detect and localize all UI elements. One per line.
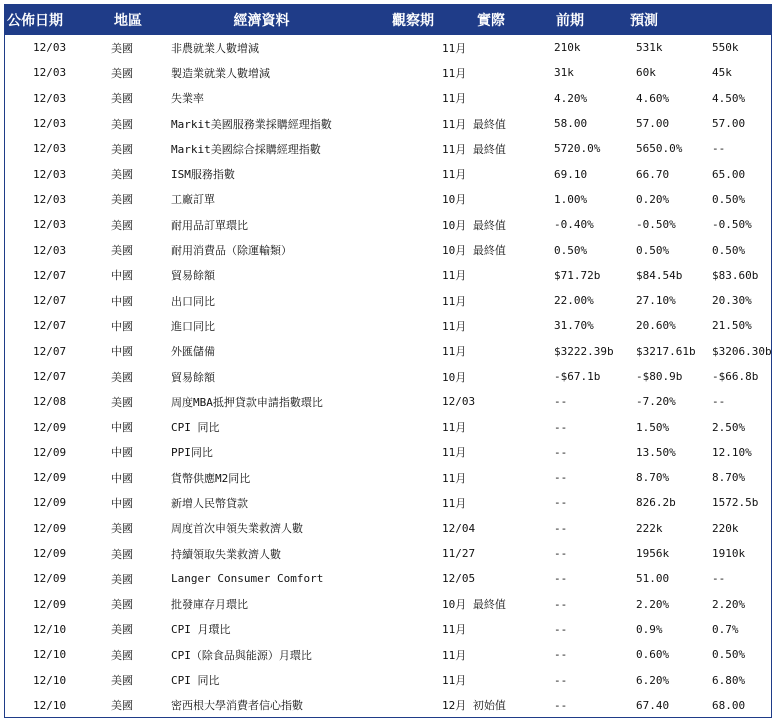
table-row — [5, 516, 771, 541]
region-cell: 美國 — [111, 218, 133, 232]
date-cell: 12/07 — [33, 294, 67, 308]
forecast-cell: 2.50% — [712, 420, 746, 434]
indicator-cell: CPI 同比 — [171, 421, 220, 435]
period-cell: 11月 — [442, 319, 467, 333]
indicator-cell: 批發庫存月環比 — [171, 598, 248, 612]
region-cell: 美國 — [111, 598, 133, 612]
previous-cell: 5650.0% — [636, 142, 683, 156]
period-cell: 11月 — [442, 674, 467, 688]
indicator-cell: 密西根大學消費者信心指數 — [171, 699, 303, 713]
table-row — [5, 111, 771, 136]
region-cell: 美國 — [111, 522, 133, 536]
date-cell: 12/09 — [33, 597, 67, 611]
region-cell: 中國 — [111, 496, 133, 510]
table-header — [5, 5, 771, 35]
actual-cell: -- — [554, 698, 568, 712]
actual-cell: 31.70% — [554, 319, 594, 333]
previous-cell: 13.50% — [636, 445, 676, 459]
period-cell: 11/27 — [442, 547, 476, 561]
forecast-cell: $3206.30b — [712, 344, 772, 358]
forecast-cell: -$66.8b — [712, 370, 759, 383]
region-cell: 美國 — [111, 142, 133, 156]
forecast-cell: 8.70% — [712, 471, 746, 485]
indicator-cell: 貨幣供應M2同比 — [171, 471, 251, 485]
table-row — [5, 617, 771, 642]
date-cell: 12/07 — [33, 268, 67, 282]
previous-cell: 60k — [636, 66, 656, 80]
table-row — [5, 263, 771, 288]
actual-cell: 31k — [554, 66, 574, 80]
forecast-cell: -- — [712, 395, 726, 409]
table-row — [5, 161, 771, 186]
table-row — [5, 566, 771, 591]
region-cell: 美國 — [111, 117, 133, 131]
header-region: 地區 — [114, 13, 142, 29]
actual-cell: 1.00% — [554, 192, 588, 206]
indicator-cell: 非農就業人數增減 — [171, 41, 259, 55]
previous-cell: 826.2b — [636, 496, 676, 510]
date-cell: 12/07 — [33, 370, 67, 383]
date-cell: 12/08 — [33, 395, 67, 409]
period-cell: 11月 — [442, 41, 467, 55]
forecast-cell: 45k — [712, 66, 732, 80]
forecast-cell: 0.50% — [712, 192, 746, 206]
indicator-cell: PPI同比 — [171, 446, 213, 460]
previous-cell: 1956k — [636, 547, 670, 561]
period-cell: 12/04 — [442, 521, 476, 535]
actual-cell: -- — [554, 395, 568, 409]
previous-cell: 2.20% — [636, 597, 670, 611]
period-cell: 11月 — [442, 496, 467, 510]
date-cell: 12/09 — [33, 471, 67, 485]
actual-cell: -- — [554, 420, 568, 434]
header-forecast: 預測 — [630, 13, 658, 29]
table-row — [5, 465, 771, 490]
forecast-cell: 12.10% — [712, 445, 752, 459]
period-cell: 11月 — [442, 345, 467, 359]
indicator-cell: ISM服務指數 — [171, 168, 235, 182]
actual-cell: -- — [554, 445, 568, 459]
region-cell: 美國 — [111, 648, 133, 662]
forecast-cell: -0.50% — [712, 218, 752, 232]
date-cell: 12/10 — [33, 622, 67, 636]
indicator-cell: 出口同比 — [171, 294, 215, 308]
previous-cell: 57.00 — [636, 117, 670, 131]
actual-cell: 210k — [554, 41, 581, 55]
period-cell: 12月 初始值 — [442, 699, 506, 713]
forecast-cell: 0.50% — [712, 648, 746, 662]
actual-cell: -- — [554, 547, 568, 561]
indicator-cell: CPI 同比 — [171, 674, 220, 688]
period-cell: 10月 — [442, 193, 467, 207]
region-cell: 美國 — [111, 66, 133, 80]
previous-cell: 27.10% — [636, 294, 676, 308]
indicator-cell: 外匯儲備 — [171, 345, 215, 359]
indicator-cell: 周度首次申領失業救濟人數 — [171, 522, 303, 536]
period-cell: 11月 — [442, 269, 467, 283]
region-cell: 中國 — [111, 421, 133, 435]
period-cell: 11月 — [442, 471, 467, 485]
date-cell: 12/03 — [33, 91, 67, 105]
table-body — [5, 35, 771, 718]
table-row — [5, 313, 771, 338]
indicator-cell: 貿易餘額 — [171, 269, 215, 283]
indicator-cell: 工廠訂單 — [171, 193, 215, 207]
indicator-cell: Markit美國綜合採購經理指數 — [171, 142, 321, 156]
forecast-cell: -- — [712, 572, 726, 586]
date-cell: 12/07 — [33, 319, 67, 333]
date-cell: 12/03 — [33, 142, 67, 156]
region-cell: 美國 — [111, 699, 133, 713]
table-row — [5, 642, 771, 667]
actual-cell: $71.72b — [554, 268, 601, 282]
region-cell: 美國 — [111, 193, 133, 207]
actual-cell: $3222.39b — [554, 344, 614, 358]
region-cell: 中國 — [111, 471, 133, 485]
date-cell: 12/10 — [33, 673, 67, 687]
period-cell: 10月 最終值 — [442, 598, 506, 612]
forecast-cell: 4.50% — [712, 91, 746, 105]
date-cell: 12/10 — [33, 698, 67, 712]
actual-cell: -- — [554, 622, 568, 636]
table-row — [5, 592, 771, 617]
table-row — [5, 35, 771, 60]
region-cell: 美國 — [111, 623, 133, 637]
region-cell: 美國 — [111, 395, 133, 409]
region-cell: 美國 — [111, 547, 133, 561]
region-cell: 中國 — [111, 269, 133, 283]
forecast-cell: 1572.5b — [712, 496, 759, 510]
date-cell: 12/09 — [33, 420, 67, 434]
previous-cell: 0.50% — [636, 243, 670, 257]
period-cell: 11月 — [442, 168, 467, 182]
actual-cell: -- — [554, 673, 568, 687]
date-cell: 12/03 — [33, 243, 67, 257]
indicator-cell: 耐用消費品（除運輸類） — [171, 244, 292, 258]
table-row — [5, 440, 771, 465]
actual-cell: 58.00 — [554, 117, 588, 131]
actual-cell: 4.20% — [554, 91, 588, 105]
indicator-cell: Markit美國服務業採購經理指數 — [171, 117, 332, 131]
table-row — [5, 86, 771, 111]
table-row — [5, 187, 771, 212]
region-cell: 美國 — [111, 244, 133, 258]
period-cell: 11月 — [442, 66, 467, 80]
actual-cell: -- — [554, 496, 568, 510]
date-cell: 12/03 — [33, 167, 67, 181]
header-indicator: 經濟資料 — [233, 13, 290, 29]
indicator-cell: 貿易餘額 — [171, 370, 215, 384]
actual-cell: -- — [554, 572, 568, 586]
period-cell: 11月 — [442, 648, 467, 662]
region-cell: 美國 — [111, 572, 133, 586]
previous-cell: 531k — [636, 41, 663, 55]
table-row — [5, 136, 771, 161]
indicator-cell: Langer Consumer Comfort — [171, 572, 324, 586]
previous-cell: 0.20% — [636, 192, 670, 206]
previous-cell: $84.54b — [636, 268, 683, 282]
period-cell: 11月 — [442, 623, 467, 637]
previous-cell: $3217.61b — [636, 344, 696, 358]
date-cell: 12/09 — [33, 445, 67, 459]
date-cell: 12/03 — [33, 117, 67, 131]
period-cell: 12/03 — [442, 395, 476, 409]
table-row — [5, 693, 771, 718]
indicator-cell: 持續領取失業救濟人數 — [171, 547, 281, 561]
period-cell: 11月 — [442, 421, 467, 435]
date-cell: 12/07 — [33, 344, 67, 358]
previous-cell: 222k — [636, 521, 663, 535]
period-cell: 12/05 — [442, 572, 476, 586]
region-cell: 中國 — [111, 294, 133, 308]
table-row — [5, 541, 771, 566]
indicator-cell: CPI 月環比 — [171, 623, 231, 637]
period-cell: 10月 最終值 — [442, 218, 506, 232]
forecast-cell: $83.60b — [712, 268, 759, 282]
date-cell: 12/10 — [33, 648, 67, 662]
region-cell: 美國 — [111, 168, 133, 182]
forecast-cell: 0.50% — [712, 243, 746, 257]
previous-cell: 6.20% — [636, 673, 670, 687]
previous-cell: 4.60% — [636, 91, 670, 105]
date-cell: 12/09 — [33, 547, 67, 561]
previous-cell: 20.60% — [636, 319, 676, 333]
region-cell: 美國 — [111, 370, 133, 384]
table-row — [5, 414, 771, 439]
forecast-cell: 0.7% — [712, 622, 739, 636]
previous-cell: 8.70% — [636, 471, 670, 485]
forecast-cell: 2.20% — [712, 597, 746, 611]
actual-cell: -0.40% — [554, 218, 594, 232]
indicator-cell: 失業率 — [171, 92, 204, 106]
table-row — [5, 364, 771, 389]
previous-cell: 0.60% — [636, 648, 670, 662]
indicator-cell: 進口同比 — [171, 319, 215, 333]
indicator-cell: 製造業就業人數增減 — [171, 66, 270, 80]
previous-cell: -7.20% — [636, 395, 676, 409]
forecast-cell: 1910k — [712, 547, 746, 561]
previous-cell: -0.50% — [636, 218, 676, 232]
indicator-cell: 耐用品訂單環比 — [171, 218, 248, 232]
previous-cell: -$80.9b — [636, 370, 683, 383]
region-cell: 中國 — [111, 319, 133, 333]
forecast-cell: 20.30% — [712, 294, 752, 308]
header-period: 觀察期 — [392, 13, 434, 29]
date-cell: 12/03 — [33, 218, 67, 232]
header-date: 公佈日期 — [7, 13, 63, 29]
forecast-cell: 220k — [712, 521, 739, 535]
actual-cell: 0.50% — [554, 243, 588, 257]
indicator-cell: CPI（除食品與能源）月環比 — [171, 648, 312, 662]
forecast-cell: -- — [712, 142, 726, 156]
table-row — [5, 389, 771, 414]
actual-cell: -- — [554, 597, 568, 611]
forecast-cell: 57.00 — [712, 117, 746, 131]
date-cell: 12/03 — [33, 66, 67, 80]
region-cell: 美國 — [111, 674, 133, 688]
region-cell: 美國 — [111, 41, 133, 55]
date-cell: 12/03 — [33, 192, 67, 206]
date-cell: 12/09 — [33, 521, 67, 535]
period-cell: 11月 最終值 — [442, 142, 506, 156]
date-cell: 12/09 — [33, 496, 67, 510]
actual-cell: 69.10 — [554, 167, 588, 181]
indicator-cell: 周度MBA抵押貸款申請指數環比 — [171, 395, 323, 409]
actual-cell: -- — [554, 648, 568, 662]
previous-cell: 0.9% — [636, 622, 663, 636]
table-row — [5, 60, 771, 85]
previous-cell: 1.50% — [636, 420, 670, 434]
header-actual: 實際 — [477, 13, 505, 29]
period-cell: 11月 最終值 — [442, 117, 506, 131]
economic-calendar-table — [4, 4, 772, 718]
table-row — [5, 212, 771, 237]
region-cell: 中國 — [111, 345, 133, 359]
table-row — [5, 288, 771, 313]
actual-cell: -- — [554, 521, 568, 535]
forecast-cell: 65.00 — [712, 167, 746, 181]
previous-cell: 66.70 — [636, 167, 670, 181]
date-cell: 12/09 — [33, 572, 67, 586]
forecast-cell: 21.50% — [712, 319, 752, 333]
region-cell: 美國 — [111, 92, 133, 106]
table-row — [5, 667, 771, 692]
date-cell: 12/03 — [33, 41, 67, 55]
region-cell: 中國 — [111, 446, 133, 460]
period-cell: 10月 最終值 — [442, 244, 506, 258]
table-row — [5, 490, 771, 515]
forecast-cell: 550k — [712, 41, 739, 55]
actual-cell: 5720.0% — [554, 142, 601, 156]
previous-cell: 51.00 — [636, 572, 670, 586]
actual-cell: 22.00% — [554, 294, 594, 308]
header-previous: 前期 — [556, 13, 584, 29]
actual-cell: -- — [554, 471, 568, 485]
period-cell: 11月 — [442, 92, 467, 106]
period-cell: 11月 — [442, 446, 467, 460]
table-row — [5, 339, 771, 364]
actual-cell: -$67.1b — [554, 370, 601, 383]
forecast-cell: 68.00 — [712, 698, 746, 712]
previous-cell: 67.40 — [636, 698, 670, 712]
period-cell: 11月 — [442, 294, 467, 308]
period-cell: 10月 — [442, 370, 467, 384]
table-row — [5, 237, 771, 262]
indicator-cell: 新增人民幣貸款 — [171, 496, 248, 510]
forecast-cell: 6.80% — [712, 673, 746, 687]
